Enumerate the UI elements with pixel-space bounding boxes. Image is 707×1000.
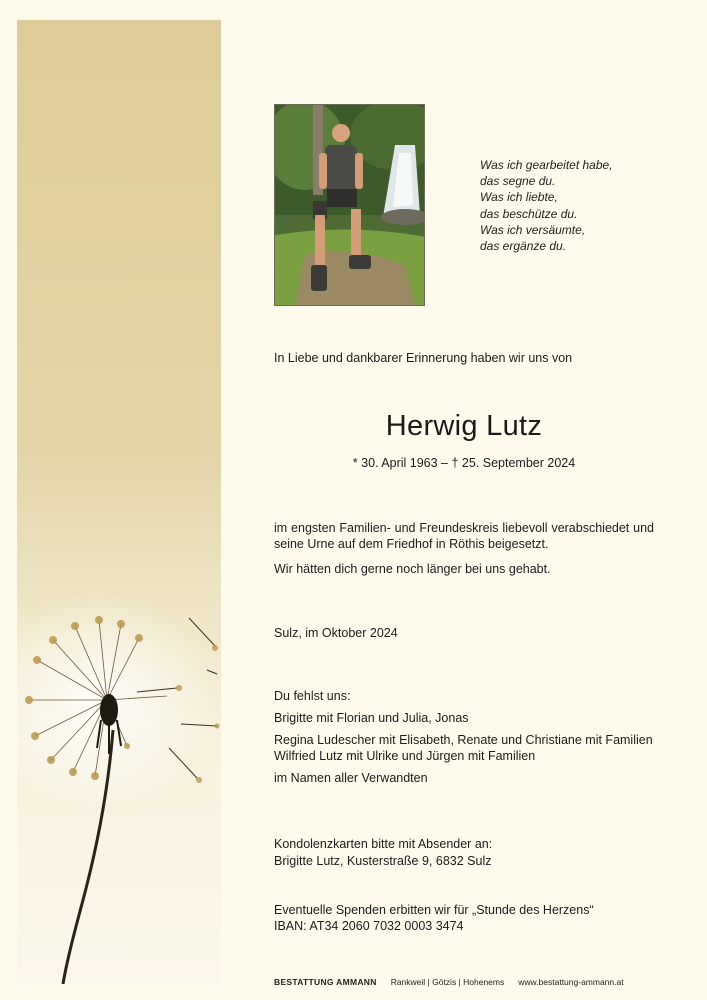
funeral-home-brand: BESTATTUNG AMMANN [274,977,377,987]
funeral-home-website[interactable]: www.bestattung-ammann.at [518,977,624,987]
donation-text: Eventuelle Spenden erbitten wir für „Stunde des Herzens“ [274,903,594,917]
funeral-home-locations: Rankweil | Götzis | Hohenems [390,977,505,987]
mourners-heading: Du fehlst uns: [274,689,351,703]
footer [274,977,624,987]
poem-line: das segne du. [480,174,556,189]
farewell-wish: Wir hätten dich gerne noch länger bei uns gehabt. [274,562,551,576]
farewell-text: im engsten Familien- und Freundeskreis liebevoll verabschiedet und seine Urne auf dem Friedhof in Röthis beigesetzt. [274,521,654,551]
portrait-photo [274,104,425,306]
poem-line: Was ich versäumte, [480,222,586,237]
donation-iban: IBAN: AT34 2060 7032 0003 3474 [274,919,464,933]
life-dates: * 30. April 1963 – † 25. September 2024 [352,456,576,470]
condolence-address: Brigitte Lutz, Kusterstraße 9, 6832 Sulz [274,854,492,868]
mourner-line: im Namen aller Verwandten [274,771,428,785]
mourner-line: Regina Ludescher mit Elisabeth, Renate und Christiane mit Familien [274,733,653,747]
mourner-line: Brigitte mit Florian und Julia, Jonas [274,711,469,725]
place-date: Sulz, im Oktober 2024 [274,626,398,640]
decorative-sidebar [17,20,221,984]
deceased-name: Herwig Lutz [385,410,543,442]
intro-text: In Liebe und dankbarer Erinnerung haben wir uns von [274,351,573,365]
condolence-heading: Kondolenzkarten bitte mit Absender an: [274,837,493,851]
poem-line: Was ich gearbeitet habe, [480,158,613,172]
poem-line: das ergänze du. [480,239,567,254]
mourner-line: Wilfried Lutz mit Ulrike und Jürgen mit Familien [274,749,536,763]
poem-line: das beschütze du. [480,206,578,221]
poem-line: Was ich liebte, [480,190,558,205]
poem [480,157,680,254]
dandelion-illustration [17,20,221,984]
